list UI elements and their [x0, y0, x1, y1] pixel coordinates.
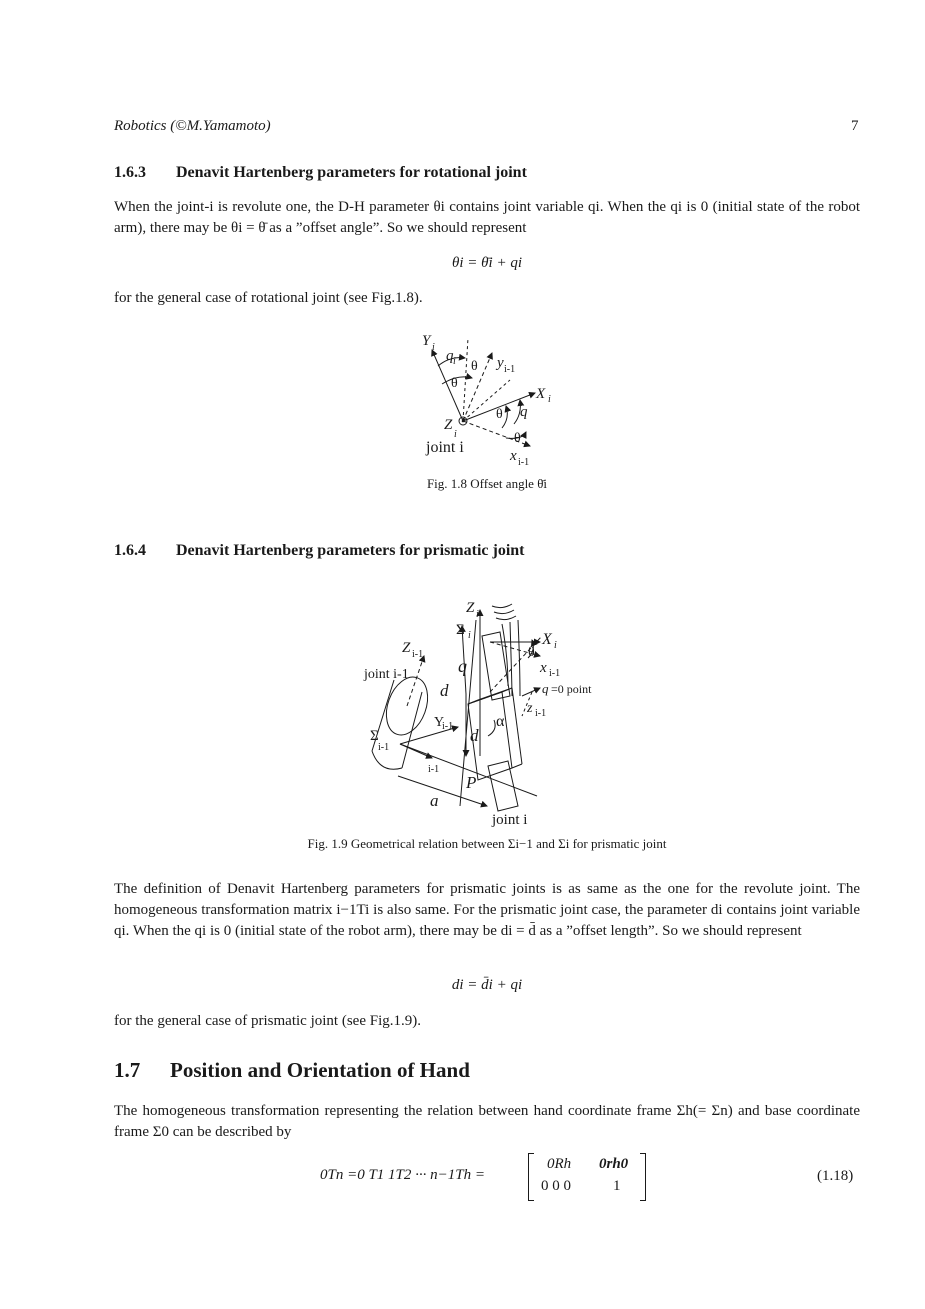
label-theta-right: θ: [496, 407, 503, 422]
paragraph: The definition of Denavit Hartenberg parameters for prismatic joints is as same as the one for the revolute joint. The homogeneous transformation matrix i−1Ti is also same. For the prismatic joint case, the parameter di contains joint variable qi. When the qi is 0 (initial state of the robot arm), there may be di = d̄ as a ”offset length”. So we should represent: [114, 881, 860, 939]
label-joint-i: joint i: [492, 812, 528, 828]
label-d-bar: d: [470, 726, 479, 745]
label-z-im1: z: [527, 701, 533, 716]
matrix-r1c1: 0Rh: [547, 1156, 572, 1172]
label-Z-im1: Z: [402, 640, 411, 656]
label-Y: Y: [422, 333, 431, 349]
label-X-i: X: [542, 631, 552, 648]
section-number: 1.7: [114, 1058, 141, 1082]
figure-caption-1-8: Fig. 1.8 Offset angle θ̄i: [426, 476, 548, 491]
svg-text:i: i: [432, 342, 435, 353]
label-q-right: q: [520, 404, 528, 420]
label-q: q: [458, 656, 467, 676]
label-y: y: [497, 355, 504, 371]
label-joint-i: joint i: [426, 439, 464, 456]
label-x-im1: x: [540, 660, 547, 676]
paragraph: The homogeneous transformation representing the relation between hand coordinate frame Σh(= Σn) and base coordinate frame Σ0 can be described by: [114, 1103, 860, 1140]
label-Z-i: Z: [466, 600, 475, 616]
svg-text:i-1: i-1: [504, 364, 516, 375]
figure-caption-1-9: Fig. 1.9 Geometrical relation between Σi−1 and Σi for prismatic joint: [307, 836, 667, 851]
label-d: d: [440, 681, 449, 700]
matrix-r2c1: 0 0 0: [541, 1178, 571, 1194]
svg-text:i: i: [468, 630, 471, 641]
svg-text:i-1: i-1: [518, 457, 530, 468]
running-title: Robotics (©M.Yamamoto): [114, 118, 271, 134]
label-P-i: P: [466, 773, 477, 792]
equation-d: di = d̄i + qi: [451, 977, 523, 993]
svg-text:i: i: [453, 356, 456, 367]
label-q: q: [446, 348, 454, 364]
svg-text:i: i: [554, 640, 557, 651]
matrix: [528, 1153, 646, 1201]
label-q-zero: q: [542, 681, 549, 696]
svg-text:i-1: i-1: [535, 708, 547, 719]
svg-text:i-1: i-1: [428, 764, 440, 775]
matrix-r2c2: 1: [613, 1178, 621, 1194]
paragraph: for the general case of rotational joint (see Fig.1.8).: [114, 290, 423, 306]
svg-text:i-1: i-1: [412, 649, 424, 660]
matrix-r1c2: 0rh0: [599, 1156, 629, 1172]
label-theta: θ: [451, 376, 458, 391]
label-theta-bar: θ: [471, 359, 478, 374]
section-number: 1.6.3: [114, 164, 146, 181]
label-Z: Z: [444, 417, 453, 433]
label-x: x: [510, 448, 517, 464]
label-Sigma-im1: Σ: [370, 728, 379, 744]
paragraph: When the joint-i is revolute one, the D-H parameter θi contains joint variable qi. When the qi is 0 (initial state of the robot arm), there may be θi = θ̄ as a ”offset angle”. So we should represent: [114, 199, 860, 236]
equation-theta: θi = θ̄i + qi: [452, 255, 522, 271]
section-heading-1-6-3: [114, 164, 527, 182]
label-Sigma-i: Σ: [456, 622, 465, 638]
svg-text:i: i: [476, 609, 479, 620]
equation-number: (1.18): [817, 1168, 854, 1184]
svg-text:i-1: i-1: [442, 721, 454, 732]
section-title: Denavit Hartenberg parameters for prismatic joint: [176, 542, 525, 559]
svg-text:i-1: i-1: [549, 668, 561, 679]
svg-text:=0 point: =0 point: [551, 682, 592, 696]
section-number: 1.6.4: [114, 542, 146, 559]
label-Y-im1: Y: [434, 715, 445, 730]
label-theta-bar-right: θ: [514, 431, 521, 446]
paragraph: for the general case of prismatic joint (see Fig.1.9).: [114, 1013, 421, 1029]
section-title: Denavit Hartenberg parameters for rotational joint: [176, 164, 527, 181]
page-number: 7: [851, 118, 859, 134]
figure-1-9-prismatic-joint: [362, 596, 612, 834]
label-theta: θ: [528, 645, 535, 660]
label-a-i: a: [430, 791, 439, 810]
figure-1-8-offset-angle: [410, 328, 560, 468]
svg-text:i: i: [548, 394, 551, 405]
label-alpha: α: [496, 713, 505, 730]
arc-theta-right: [502, 406, 507, 428]
svg-text:i: i: [454, 429, 457, 440]
section-title: Position and Orientation of Hand: [170, 1058, 470, 1082]
label-joint-im1: joint i-1: [364, 667, 409, 682]
section-heading-1-6-4: [114, 542, 525, 560]
svg-text:i-1: i-1: [378, 742, 390, 753]
section-heading-1-7: [114, 1058, 470, 1083]
label-X: X: [536, 386, 546, 402]
equation-lhs: 0Tn =0 T1 1T2 ··· n−1Th =: [320, 1167, 485, 1183]
